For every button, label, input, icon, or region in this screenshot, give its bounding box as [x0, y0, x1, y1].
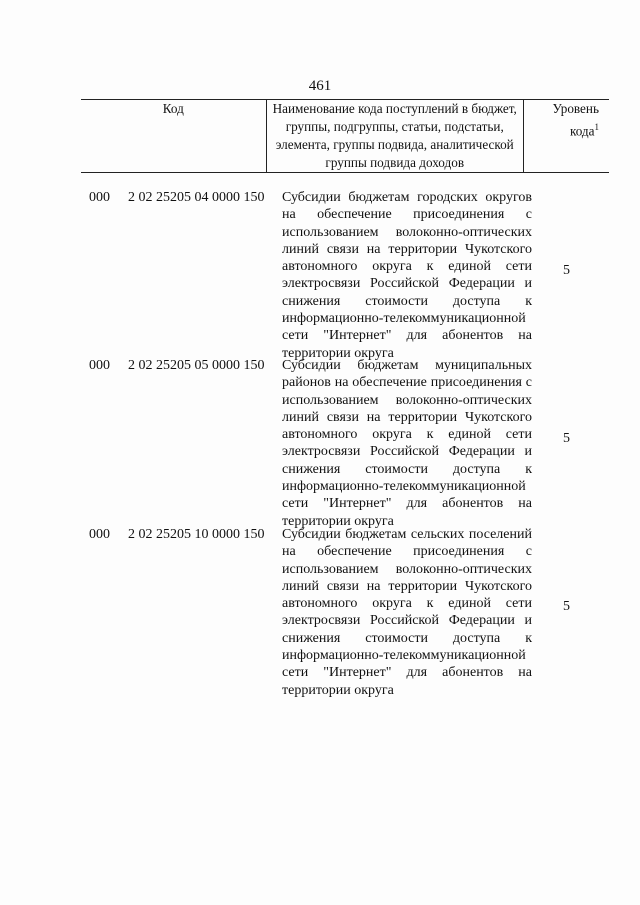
revenue-code: 2 02 25205 04 0000 150	[128, 190, 265, 205]
revenue-code: 2 02 25205 05 0000 150	[128, 358, 265, 373]
page-number: 461	[308, 78, 332, 94]
code-level: 5	[563, 431, 570, 446]
table-header	[81, 99, 609, 173]
revenue-description: Субсидии бюджетам муниципальных районов на обеспечение присоединения с использованием волоконно-оптических линий связи на территории Чукотского автономного округа к единой сети электросвязи Российской Федерации и снижения стоимости доступа к информационно-телекоммуникационной сети "Интернет" для абонентов на территории округа	[282, 358, 532, 529]
code-level: 5	[563, 263, 570, 278]
header-name: Наименование кода поступлений в бюджет, группы, подгруппы, статьи, подстатьи, элемента, группы подвида, аналитической группы подвида доходов	[266, 100, 523, 173]
revenue-description: Субсидии бюджетам сельских поселений на обеспечение присоединения с использованием волоконно-оптических линий связи на территории Чукотского автономного округа к единой сети электросвязи Российской Федерации и снижения стоимости доступа к информационно-телекоммуникационной сети "Интернет" для абонентов на территории округа	[282, 527, 532, 698]
code-level: 5	[563, 599, 570, 614]
header-level	[523, 100, 609, 173]
revenue-description: Субсидии бюджетам городских округов на обеспечение присоединения с использованием волоконно-оптических линий связи на территории Чукотского автономного округа к единой сети электросвязи Российской Федерации и снижения стоимости доступа к информационно-телекоммуникационной сети "Интернет" для абонентов на территории округа	[282, 190, 532, 361]
header-code: Код	[81, 100, 266, 173]
revenue-code: 2 02 25205 10 0000 150	[128, 527, 265, 542]
admin-code: 000	[89, 190, 110, 205]
header-level-label: Уровень кода	[552, 101, 599, 139]
header-level-footnote: 1	[594, 122, 599, 132]
admin-code: 000	[89, 358, 110, 373]
admin-code: 000	[89, 527, 110, 542]
